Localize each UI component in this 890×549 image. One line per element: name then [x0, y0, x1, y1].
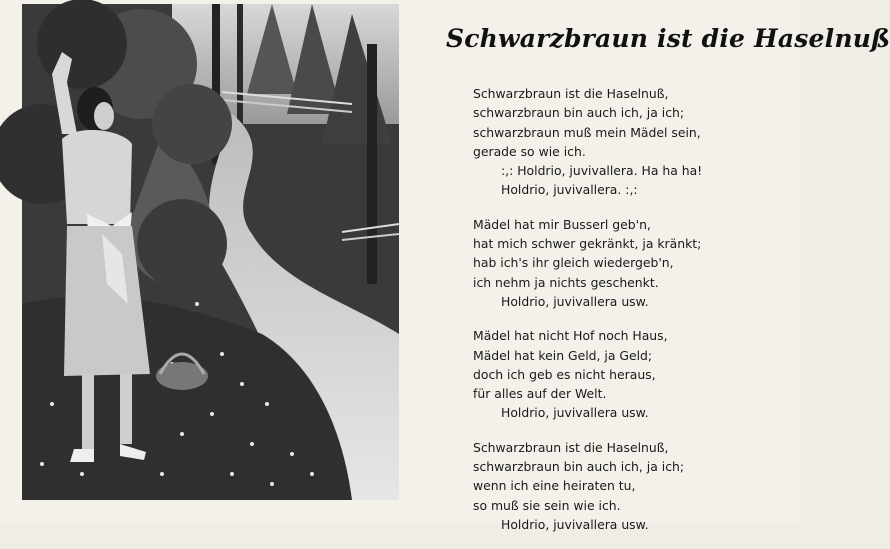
- woodland-illustration: [22, 4, 399, 500]
- refrain-line: :,: Holdrio, juvivallera. Ha ha ha!: [501, 163, 703, 179]
- verse-line: Schwarzbraun ist die Haselnuß,: [473, 439, 669, 455]
- refrain-line: Holdrio, juvivallera usw.: [501, 405, 649, 421]
- verse: [473, 326, 793, 422]
- verse-line: schwarzbraun bin auch ich, ja ich;: [473, 105, 685, 121]
- verse-line: doch ich geb es nicht heraus,: [473, 366, 656, 382]
- verse: [473, 438, 793, 534]
- verse: [473, 215, 793, 311]
- lyrics: [473, 84, 793, 549]
- verse: [473, 84, 793, 200]
- verse-line: Mädel hat kein Geld, ja Geld;: [473, 347, 653, 363]
- verse-line: schwarzbraun bin auch ich, ja ich;: [473, 459, 685, 475]
- verse-line: gerade so wie ich.: [473, 143, 586, 159]
- illustration-drawing: [22, 4, 399, 500]
- verse-line: Mädel hat nicht Hof noch Haus,: [473, 328, 668, 344]
- refrain-line: Holdrio, juvivallera usw.: [501, 516, 649, 532]
- verse-line: hat mich schwer gekränkt, ja kränkt;: [473, 236, 702, 252]
- verse-line: Mädel hat mir Busserl geb'n,: [473, 216, 651, 232]
- song-title: Schwarzbraun ist die Haselnuß: [446, 24, 890, 53]
- verse-line: schwarzbraun muß mein Mädel sein,: [473, 124, 701, 140]
- verse-line: Schwarzbraun ist die Haselnuß,: [473, 86, 669, 101]
- refrain-line: Holdrio, juvivallera usw.: [501, 293, 649, 309]
- verse-line: ich nehm ja nichts geschenkt.: [473, 274, 659, 290]
- refrain-line: Holdrio, juvivallera. :,:: [501, 182, 638, 198]
- verse-line: für alles auf der Welt.: [473, 386, 607, 402]
- verse-line: wenn ich eine heiraten tu,: [473, 478, 636, 494]
- verse-line: so muß sie sein wie ich.: [473, 497, 621, 513]
- verse-line: hab ich's ihr gleich wiedergeb'n,: [473, 255, 674, 271]
